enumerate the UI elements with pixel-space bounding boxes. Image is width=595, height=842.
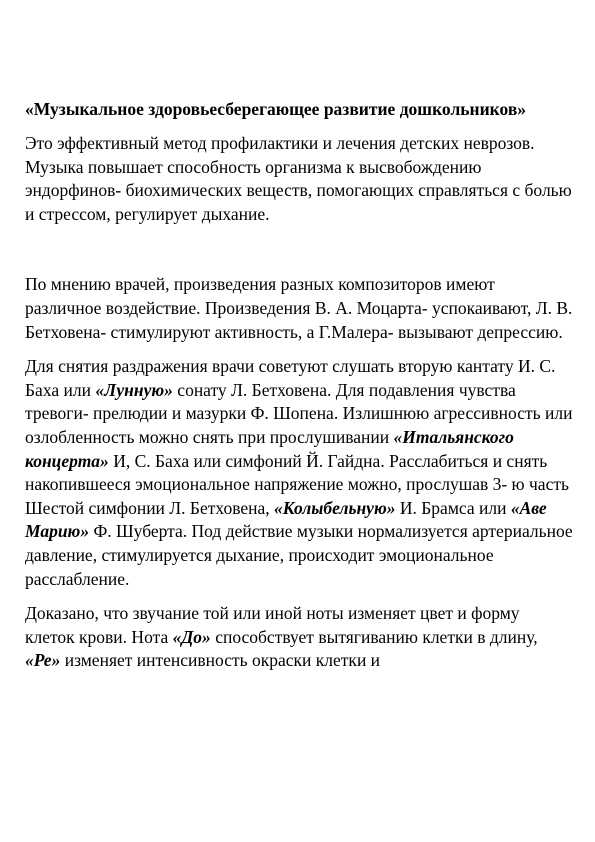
document-page: [25, 98, 573, 684]
paragraph-composers: По мнению врачей, произведения разных композиторов имеют различное воздействие. Произведения В. А. Моцарта- успокаивают, Л. В. Бетховена- стимулируют активность, а Г.Малера- вызывают депрессию.: [25, 274, 573, 342]
paragraph-notes: [25, 602, 573, 673]
emphasis-note-do: «До»: [172, 626, 211, 647]
paragraph-spacer: [25, 237, 573, 273]
text-run: изменяет интенсивность окраски клетки и: [60, 650, 381, 671]
emphasis-moonlight: «Лунную»: [95, 379, 173, 400]
text-run: И, С. Баха или симфоний Й. Гайдна. Расслабиться и снять накопившееся эмоциональное напряжение можно, прослушав 3- ю часть Шестой симфонии Л. Бетховена,: [25, 450, 569, 518]
text-run: Ф. Шуберта. Под действие музыки нормализуется артериальное давление, стимулируется дыхание, происходит эмоциональное расслабление.: [25, 521, 573, 589]
paragraph-intro: Это эффективный метод профилактики и лечения детских неврозов. Музыка повышает способность организма к высвобождению эндорфинов- биохимических веществ, помогающих справляться с болью и стрессом, регулирует дыхание.: [25, 133, 572, 224]
emphasis-lullaby: «Колыбельную»: [274, 497, 396, 518]
text-run: способствует вытягиванию клетки в длину,: [210, 626, 538, 647]
text-run: Доказано, что звучание той или иной ноты изменяет цвет и форму клеток крови. Нота: [25, 603, 520, 647]
text-run: И. Брамса или: [395, 497, 511, 518]
paragraph-recommendations: [25, 355, 573, 591]
text-run: Для снятия раздражения врачи советуют слушать вторую кантату И. С. Баха или: [25, 356, 556, 400]
emphasis-note-re: «Ре»: [25, 650, 61, 671]
document-title: «Музыкальное здоровьесберегающее развитие дошкольников»: [25, 99, 527, 119]
emphasis-italian-concerto: «Итальянского концерта»: [25, 426, 514, 471]
emphasis-ave-maria: «Аве Марию»: [25, 497, 547, 542]
text-run: сонату Л. Бетховена. Для подавления чувства тревоги- прелюдии и мазурки Ф. Шопена. Излишнюю агрессивность или озлобленность можно снять при прослушивании: [25, 379, 573, 447]
